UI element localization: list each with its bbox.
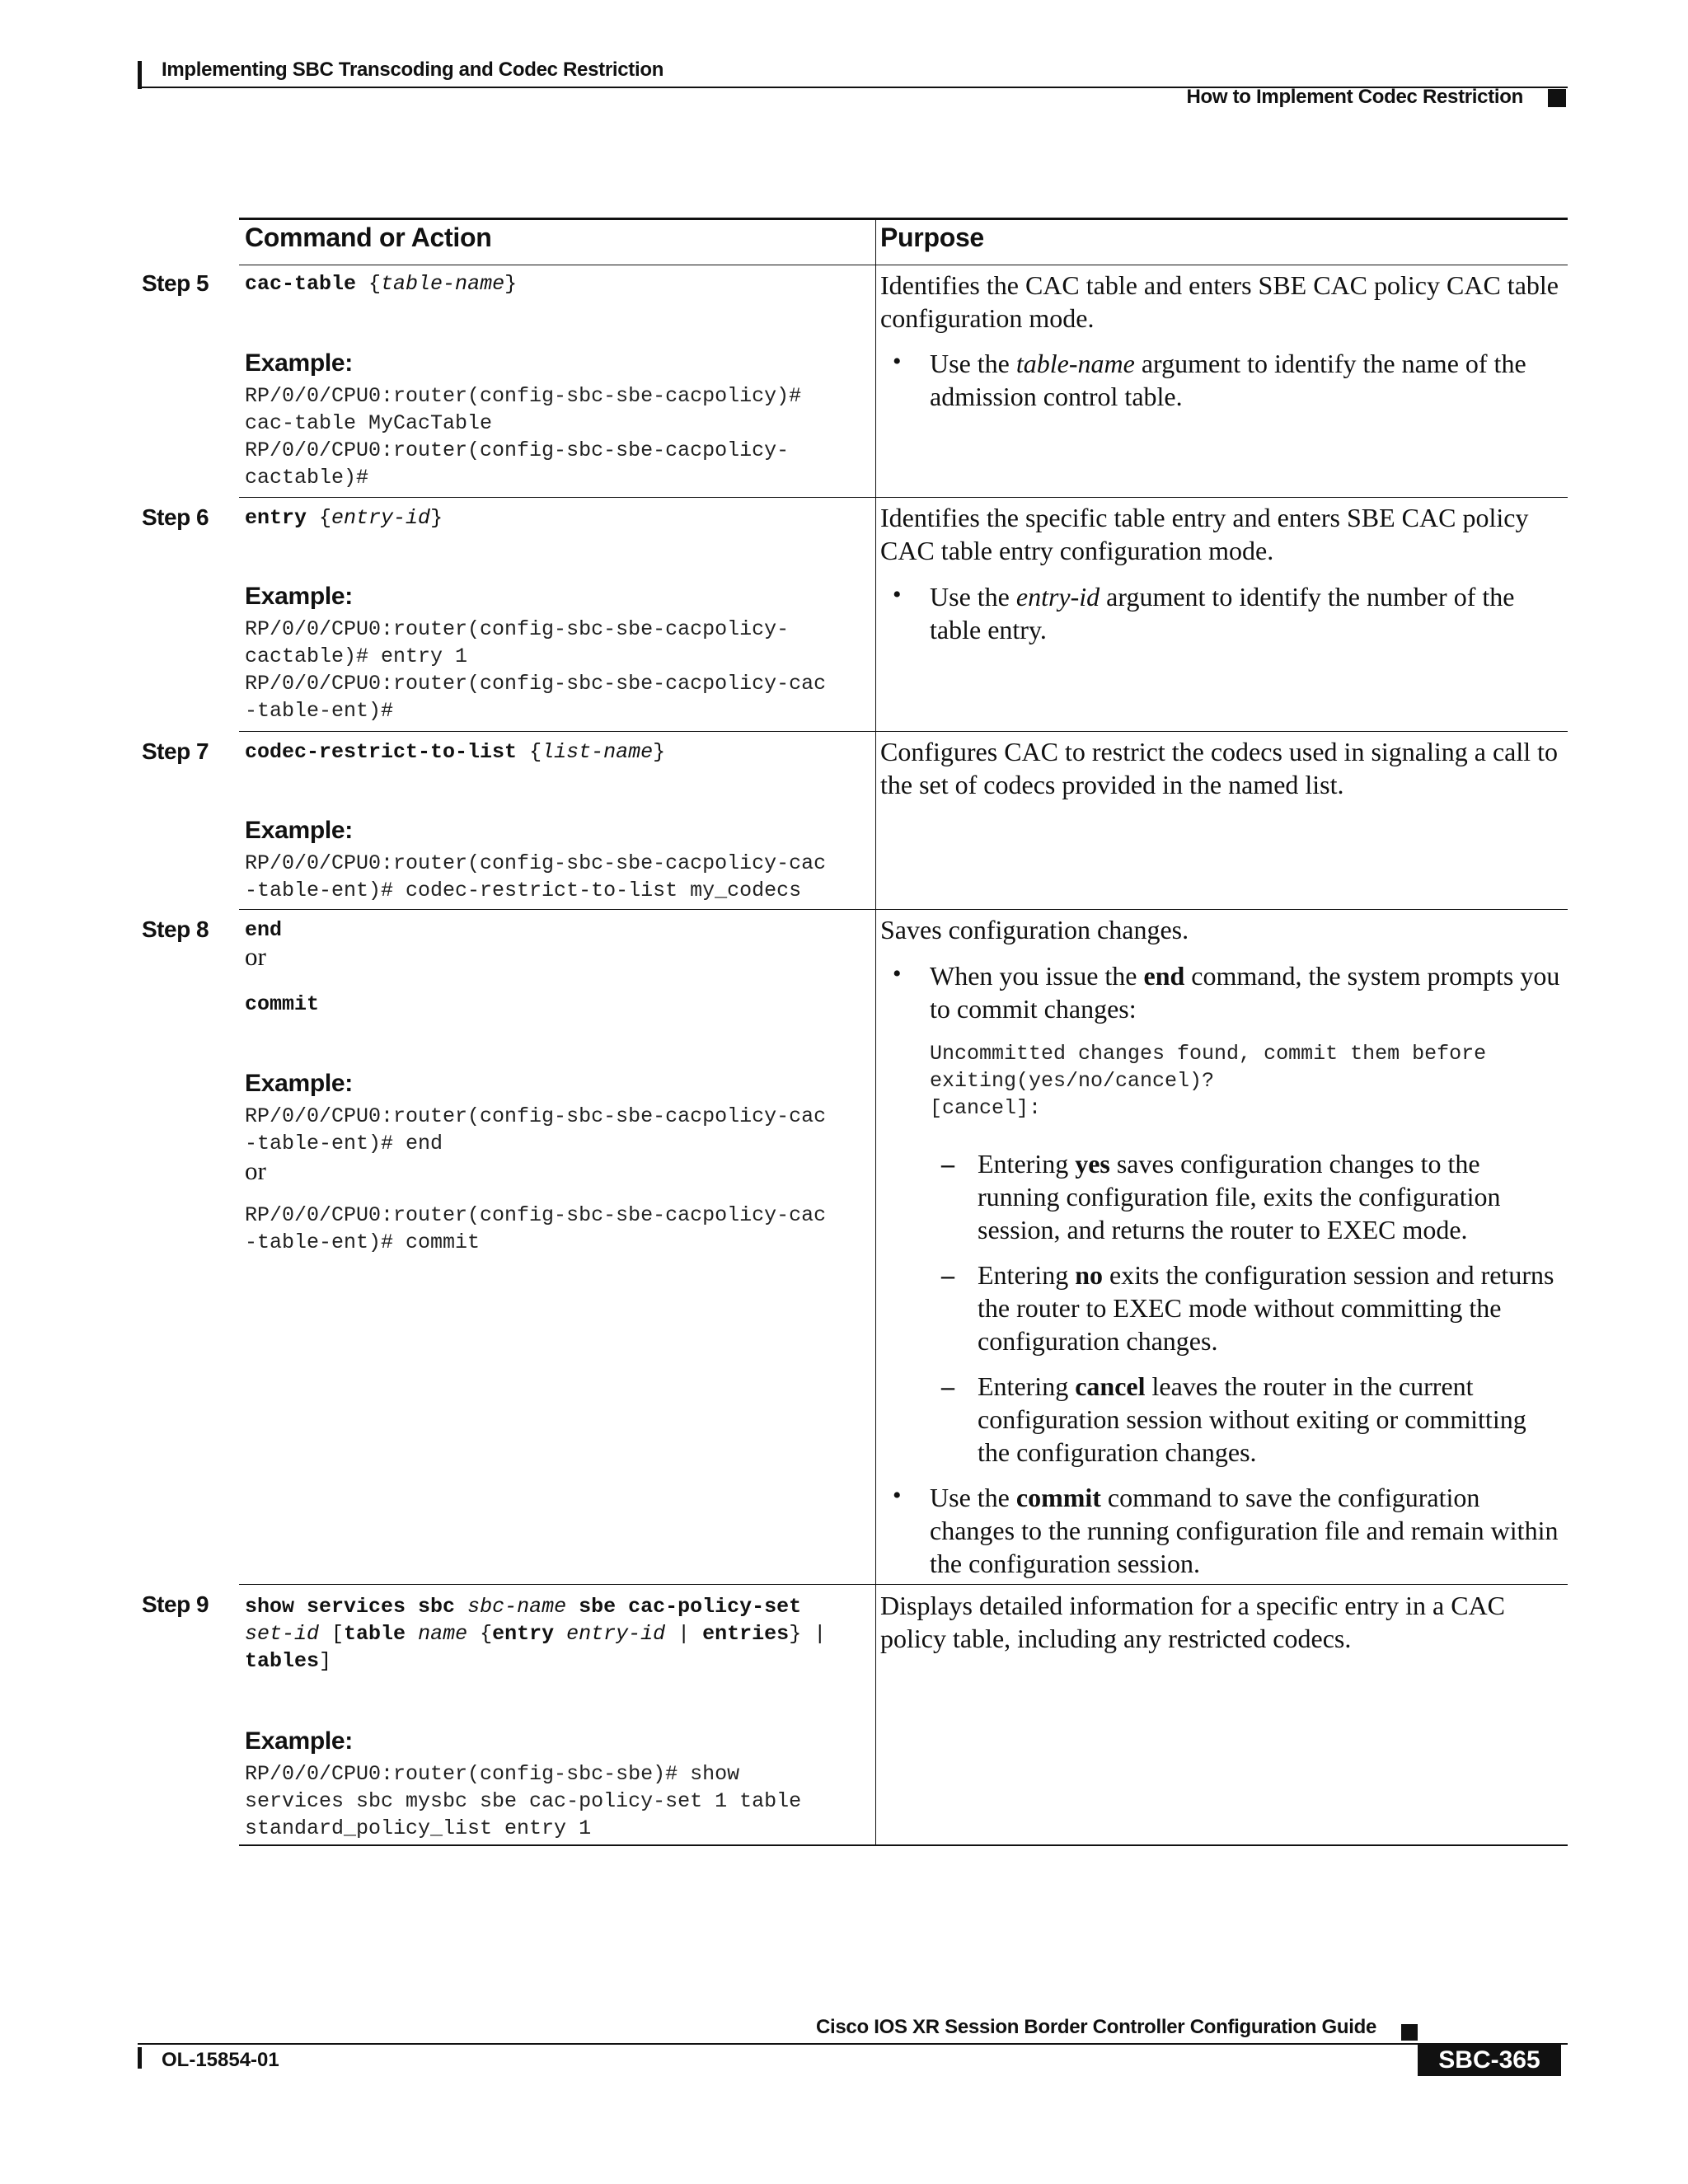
guide-title: Cisco IOS XR Session Border Controller Configuration Guide: [815, 2016, 1376, 2038]
syntax-brace: } |: [789, 1622, 827, 1646]
example-code: RP/0/0/CPU0:router(config-sbc-sbe-cacpolicy-cac -table-ent)# commit: [245, 1203, 827, 1254]
step-label: Step 6: [142, 504, 209, 530]
syntax-pipe: |: [665, 1622, 703, 1646]
header-square: [1548, 89, 1566, 107]
keyword-text: no: [1075, 1260, 1103, 1290]
table-top-rule: [239, 218, 1568, 220]
command-argument: sbc-name: [467, 1595, 567, 1619]
keyword-text: end: [1143, 961, 1185, 991]
bullet-icon: •: [893, 581, 902, 608]
command-keyword: cac-table: [245, 272, 357, 296]
syntax-bracket: ]: [319, 1649, 332, 1673]
text-run: Use the: [930, 349, 1016, 378]
or-text: or: [245, 1156, 266, 1185]
argument-text: table-name: [1015, 349, 1135, 378]
example-code: RP/0/0/CPU0:router(config-sbc-sbe-cacpolicy-cac -table-ent)# codec-restrict-to-list my_codecs: [245, 851, 827, 902]
row-divider: [239, 1584, 1568, 1585]
column-header-purpose: Purpose: [880, 223, 984, 252]
example-label: Example:: [245, 1070, 353, 1097]
syntax-brace: {: [307, 506, 332, 530]
purpose-text: Identifies the specific table entry and enters SBE CAC policy CAC table entry configuration mode.: [880, 503, 1529, 565]
step-label: Step 8: [142, 916, 209, 942]
syntax-brace: }: [430, 506, 443, 530]
command-syntax: [245, 272, 517, 296]
command-keyword: entries: [702, 1622, 790, 1646]
keyword-text: commit: [1015, 1483, 1101, 1512]
command-argument: table-name: [381, 272, 505, 296]
text-run: Use the: [930, 1483, 1016, 1512]
syntax-brace: }: [504, 272, 518, 296]
example-label: Example:: [245, 349, 353, 377]
example-label: Example:: [245, 817, 353, 844]
command-argument: set-id: [245, 1622, 320, 1646]
argument-text: entry-id: [1015, 582, 1100, 612]
prompt-code: Uncommitted changes found, commit them before exiting(yes/no/cancel)? [cancel]:: [930, 1042, 1487, 1120]
example-label: Example:: [245, 1727, 353, 1755]
purpose-text: Configures CAC to restrict the codecs used in signaling a call to the set of codecs provided in the named list.: [880, 737, 1559, 799]
footer-square: [1401, 2024, 1418, 2041]
text-run: command, the system prompts you to commit changes:: [930, 961, 1560, 1024]
bullet-text: [930, 347, 1564, 413]
header-bar: [138, 61, 142, 89]
command-syntax: [245, 740, 665, 764]
text-run: When you issue the: [930, 961, 1144, 991]
dash-icon: –: [941, 1260, 954, 1290]
syntax-brace: }: [653, 740, 666, 764]
syntax-brace: {: [467, 1622, 493, 1646]
step-label: Step 9: [142, 1591, 209, 1617]
section-title: How to Implement Codec Restriction: [1186, 86, 1523, 108]
or-text: or: [245, 942, 266, 971]
text-run: saves configuration changes to the running configuration file, exits the configuration session, and returns the router to EXEC mode.: [978, 1149, 1501, 1244]
command-argument: entry-id: [331, 506, 431, 530]
bullet-icon: •: [893, 348, 902, 375]
step-label: Step 7: [142, 738, 209, 764]
bullet-text: [930, 959, 1564, 1025]
command-keyword: table: [344, 1622, 406, 1646]
sub-bullet-text: [978, 1258, 1564, 1357]
command-syntax: [245, 1593, 826, 1675]
text-run: Entering: [978, 1371, 1076, 1401]
command-syntax: [245, 992, 319, 1016]
step-label: Step 5: [142, 270, 209, 296]
column-divider: [875, 218, 876, 1846]
keyword-text: cancel: [1075, 1371, 1146, 1401]
text-run: leaves the router in the current configuration session without exiting or committing the configuration changes.: [978, 1371, 1526, 1467]
command-keyword: sbe cac-policy-set: [579, 1595, 802, 1619]
syntax-bracket: [: [319, 1622, 345, 1646]
purpose-text: Displays detailed information for a specific entry in a CAC policy table, including any restricted codecs.: [880, 1591, 1506, 1653]
purpose-text: Identifies the CAC table and enters SBE CAC policy CAC table configuration mode.: [880, 270, 1559, 333]
example-code: RP/0/0/CPU0:router(config-sbc-sbe-cacpolicy)# cac-table MyCacTable RP/0/0/CPU0:router(config-sbc-sbe-cacpolicy- cactable)#: [245, 384, 802, 490]
keyword-text: yes: [1075, 1149, 1110, 1179]
sub-bullet-text: [978, 1147, 1564, 1246]
command-keyword: commit: [245, 992, 320, 1016]
command-syntax: [245, 918, 282, 942]
command-argument: entry-id: [566, 1622, 666, 1646]
text-run: command to save the configuration changes to the running configuration file and remain within the configuration session.: [930, 1483, 1559, 1578]
bullet-icon: •: [893, 960, 902, 987]
example-code: RP/0/0/CPU0:router(config-sbc-sbe)# show services sbc mysbc sbe cac-policy-set 1 table standard_policy_list entry 1: [245, 1762, 802, 1840]
syntax-brace: {: [517, 740, 542, 764]
command-argument: list-name: [542, 740, 654, 764]
purpose-text: Saves configuration changes.: [880, 915, 1189, 944]
command-keyword: codec-restrict-to-list: [245, 740, 518, 764]
bullet-icon: •: [893, 1482, 902, 1509]
row-divider: [239, 497, 1568, 498]
footer-rule: [138, 2043, 1568, 2045]
row-divider: [239, 909, 1568, 910]
command-argument: name: [418, 1622, 468, 1646]
text-run: Entering: [978, 1149, 1076, 1179]
dash-icon: –: [941, 1149, 954, 1179]
command-syntax: [245, 506, 443, 530]
command-keyword: tables: [245, 1649, 320, 1673]
table-bottom-rule: [239, 1844, 1568, 1846]
command-keyword: end: [245, 918, 283, 942]
syntax-brace: {: [356, 272, 382, 296]
command-keyword: entry: [492, 1622, 555, 1646]
example-code: RP/0/0/CPU0:router(config-sbc-sbe-cacpolicy-cac -table-ent)# end: [245, 1104, 827, 1155]
text-run: argument to identify the number of the table entry.: [930, 582, 1515, 644]
bullet-text: [930, 1481, 1564, 1580]
bullet-text: [930, 580, 1564, 646]
page-number: SBC-365: [1438, 2046, 1540, 2074]
footer-bar: [138, 2047, 142, 2069]
sub-bullet-text: [978, 1370, 1564, 1469]
column-header-command: Command or Action: [245, 223, 492, 252]
example-code: RP/0/0/CPU0:router(config-sbc-sbe-cacpolicy- cactable)# entry 1 RP/0/0/CPU0:router(config-sbc-sbe-cacpolicy-cac -table-ent)#: [245, 617, 827, 723]
dash-icon: –: [941, 1371, 954, 1401]
example-label: Example:: [245, 583, 353, 610]
command-keyword: entry: [245, 506, 307, 530]
document-number: OL-15854-01: [162, 2049, 279, 2071]
row-divider: [239, 731, 1568, 732]
command-keyword: show services sbc: [245, 1595, 456, 1619]
text-run: exits the configuration session and returns the router to EXEC mode without committing the configuration changes.: [978, 1260, 1554, 1356]
text-run: Entering: [978, 1260, 1076, 1290]
text-run: Use the: [930, 582, 1016, 612]
chapter-title: Implementing SBC Transcoding and Codec Restriction: [162, 59, 664, 81]
text-run: argument to identify the name of the admission control table.: [930, 349, 1526, 411]
